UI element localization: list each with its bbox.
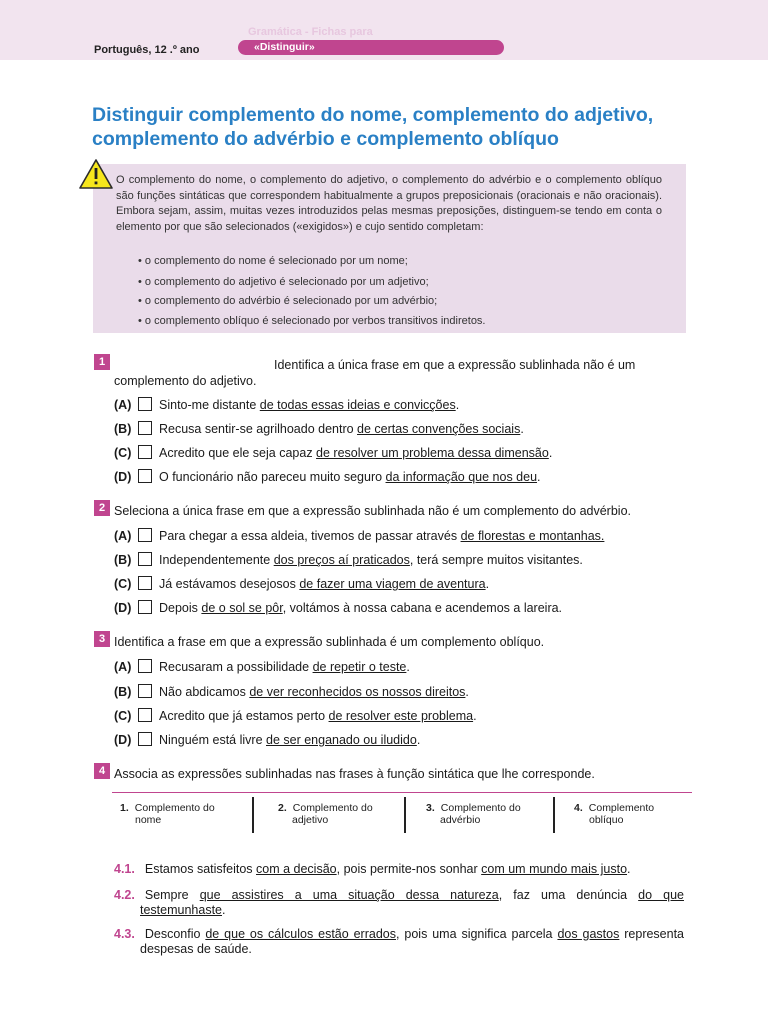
option-row (114, 445, 552, 463)
sub-item-number: 4.2. (114, 888, 135, 902)
option-label: (B) (114, 685, 132, 699)
question-number: 1 (94, 354, 110, 370)
cell-text: Complemento do (134, 802, 215, 814)
option-text: , terá sempre muitos visitantes. (409, 553, 583, 567)
underlined-expression: de todas essas ideias e convicções (259, 398, 456, 412)
sub-item-text: , pois permite-nos sonhar (336, 862, 482, 876)
sub-item-text: , faz uma denúncia (498, 888, 639, 902)
option-text: Acredito que ele seja capaz (159, 446, 317, 460)
option-row (114, 469, 541, 487)
option-row (114, 708, 477, 726)
option-text: Para chegar a essa aldeia, tivemos de passar através (159, 529, 461, 543)
option-text: Independentemente (159, 553, 274, 567)
underlined-expression: de ver reconhecidos os nossos direitos (249, 685, 466, 699)
underlined-expression: dos preços aí praticados (273, 553, 410, 567)
option-label: (C) (114, 709, 132, 723)
sub-item-text: Desconfio (144, 927, 206, 941)
option-row (114, 732, 420, 750)
function-table (112, 792, 692, 836)
option-text: . (537, 470, 541, 484)
sub-item-continuation (140, 903, 225, 918)
question-text: Seleciona a única frase em que a expressão sublinhada não é um complemento do advérbio. (114, 504, 631, 518)
sub-item-number: 4.3. (114, 927, 135, 941)
cell-text: Complemento do (292, 802, 373, 814)
option-text: O funcionário não pareceu muito seguro (159, 470, 386, 484)
option-text: , voltámos à nossa cabana e acendemos a lareira. (282, 601, 563, 615)
page-title: Distinguir complemento do nome, complemento do adjetivo, complemento do advérbio e complemento oblíquo (92, 104, 654, 150)
underlined-expression: testemunhaste (140, 903, 222, 917)
option-row (114, 397, 459, 415)
option-text: Sinto-me distante (159, 398, 260, 412)
sub-item-number: 4.1. (114, 862, 135, 876)
question-text: Identifica a frase em que a expressão sublinhada é um complemento oblíquo. (114, 635, 545, 649)
checkbox[interactable] (138, 708, 152, 722)
option-text: Recusaram a possibilidade (159, 660, 313, 674)
cell-text: adjetivo (292, 814, 329, 826)
option-label: (D) (114, 601, 132, 615)
question-number: 3 (94, 631, 110, 647)
cell-number: 3. (426, 802, 435, 814)
underlined-expression: de certas convenções sociais (357, 422, 521, 436)
table-divider (553, 797, 555, 833)
info-paragraph: O complemento do nome, o complemento do adjetivo, o complemento do advérbio e o complemento oblíquo são funções sintáticas que correspondem habitualmente a grupos preposicionais (oracionais e não oracionais). Embora sejam, assim, muitas vezes introduzidos pelas mesmas preposições, distinguem-se tendo em conta o elemento por que são selecionados («exigidos») e cujo sentido completam: (116, 174, 662, 233)
option-text: Recusa sentir-se agrilhoado dentro (159, 422, 358, 436)
info-bullet: • o complemento do advérbio é selecionado por um advérbio; (138, 295, 438, 307)
sub-item-text: , pois uma significa parcela (396, 927, 558, 941)
question-number: 2 (94, 500, 110, 516)
sub-item-text: . (222, 903, 226, 917)
table-cell (574, 802, 654, 826)
option-text: . (520, 422, 524, 436)
underlined-expression: de florestas e montanhas. (460, 529, 605, 543)
option-text: . (465, 685, 469, 699)
checkbox[interactable] (138, 469, 152, 483)
underlined-expression: com um mundo mais justo (481, 862, 628, 876)
checkbox[interactable] (138, 445, 152, 459)
option-row (114, 528, 604, 546)
table-divider (252, 797, 254, 833)
sub-item-text: Sempre (144, 888, 200, 902)
option-label: (A) (114, 398, 132, 412)
cell-text: oblíquo (589, 814, 624, 826)
underlined-expression: dos gastos (557, 927, 620, 941)
question-text: complemento do adjetivo. (114, 374, 257, 388)
option-row (114, 552, 583, 570)
option-label: (D) (114, 733, 132, 747)
table-cell (426, 802, 521, 826)
underlined-expression: de repetir o teste (312, 660, 407, 674)
cell-text: advérbio (440, 814, 481, 826)
cell-number: 2. (278, 802, 287, 814)
option-text: Já estávamos desejosos (159, 577, 300, 591)
header-series-label: Gramática - Fichas para (248, 26, 373, 38)
underlined-expression: de o sol se pôr (201, 601, 283, 615)
sub-item-text: despesas de saúde. (140, 942, 252, 956)
option-text: Ninguém está livre (159, 733, 266, 747)
checkbox[interactable] (138, 421, 152, 435)
table-top-rule (112, 792, 692, 793)
option-label: (D) (114, 470, 132, 484)
option-label: (C) (114, 577, 132, 591)
table-divider (404, 797, 406, 833)
checkbox[interactable] (138, 576, 152, 590)
header-subject: Português, 12 .º ano (94, 44, 200, 56)
question-number: 4 (94, 763, 110, 779)
option-row (114, 659, 410, 677)
option-label: (B) (114, 422, 132, 436)
underlined-expression: de resolver este problema (328, 709, 474, 723)
sub-item (114, 888, 684, 903)
underlined-expression: de que os cálculos estão errados (205, 927, 396, 941)
option-row (114, 421, 524, 439)
sub-item-text: representa (619, 927, 685, 941)
underlined-expression: que assistires a uma situação dessa natureza (199, 888, 499, 902)
info-bullet: • o complemento oblíquo é selecionado por verbos transitivos indiretos. (138, 315, 486, 327)
checkbox[interactable] (138, 659, 152, 673)
checkbox[interactable] (138, 684, 152, 698)
option-text: . (406, 660, 410, 674)
underlined-expression: do que (638, 888, 684, 902)
table-cell (120, 802, 215, 826)
sub-item-continuation (140, 942, 252, 957)
checkbox[interactable] (138, 397, 152, 411)
option-row (114, 684, 469, 702)
option-text: Acredito que já estamos perto (159, 709, 329, 723)
sub-item (114, 862, 684, 877)
option-label: (B) (114, 553, 132, 567)
table-cell (278, 802, 373, 826)
header-pill: «Distinguir» (238, 40, 504, 55)
sub-item-text: Estamos satisfeitos (144, 862, 257, 876)
option-text: . (416, 733, 421, 747)
cell-number: 1. (120, 802, 129, 814)
underlined-expression: da informação que nos deu (385, 470, 538, 484)
info-bullet: • o complemento do adjetivo é selecionado por um adjetivo; (138, 276, 429, 288)
sub-item (114, 927, 684, 942)
option-text: Não abdicamos (159, 685, 250, 699)
question-text: Identifica a única frase em que a expressão sublinhada não é um (274, 358, 636, 372)
option-text: . (455, 398, 460, 412)
checkbox[interactable] (138, 732, 152, 746)
info-bullet: • o complemento do nome é selecionado por um nome; (138, 255, 408, 267)
underlined-expression: de fazer uma viagem de aventura (299, 577, 486, 591)
checkbox[interactable] (138, 528, 152, 542)
option-row (114, 600, 562, 618)
cell-number: 4. (574, 802, 583, 814)
option-row (114, 576, 489, 594)
option-text: Depois (159, 601, 202, 615)
option-text: . (473, 709, 477, 723)
warning-icon (78, 158, 114, 190)
checkbox[interactable] (138, 600, 152, 614)
question-text: Associa as expressões sublinhadas nas frases à função sintática que lhe corresponde. (114, 767, 595, 781)
option-text: . (548, 446, 553, 460)
cell-text: Complemento do (440, 802, 521, 814)
underlined-expression: de ser enganado ou iludido (266, 733, 417, 747)
cell-text: Complemento (588, 802, 655, 814)
option-label: (A) (114, 529, 132, 543)
option-label: (A) (114, 660, 132, 674)
checkbox[interactable] (138, 552, 152, 566)
sub-item-text: . (627, 862, 631, 876)
option-text: . (485, 577, 490, 591)
underlined-expression: com a decisão (256, 862, 337, 876)
option-label: (C) (114, 446, 132, 460)
cell-text: nome (135, 814, 162, 826)
underlined-expression: de resolver um problema dessa dimensão (316, 446, 549, 460)
